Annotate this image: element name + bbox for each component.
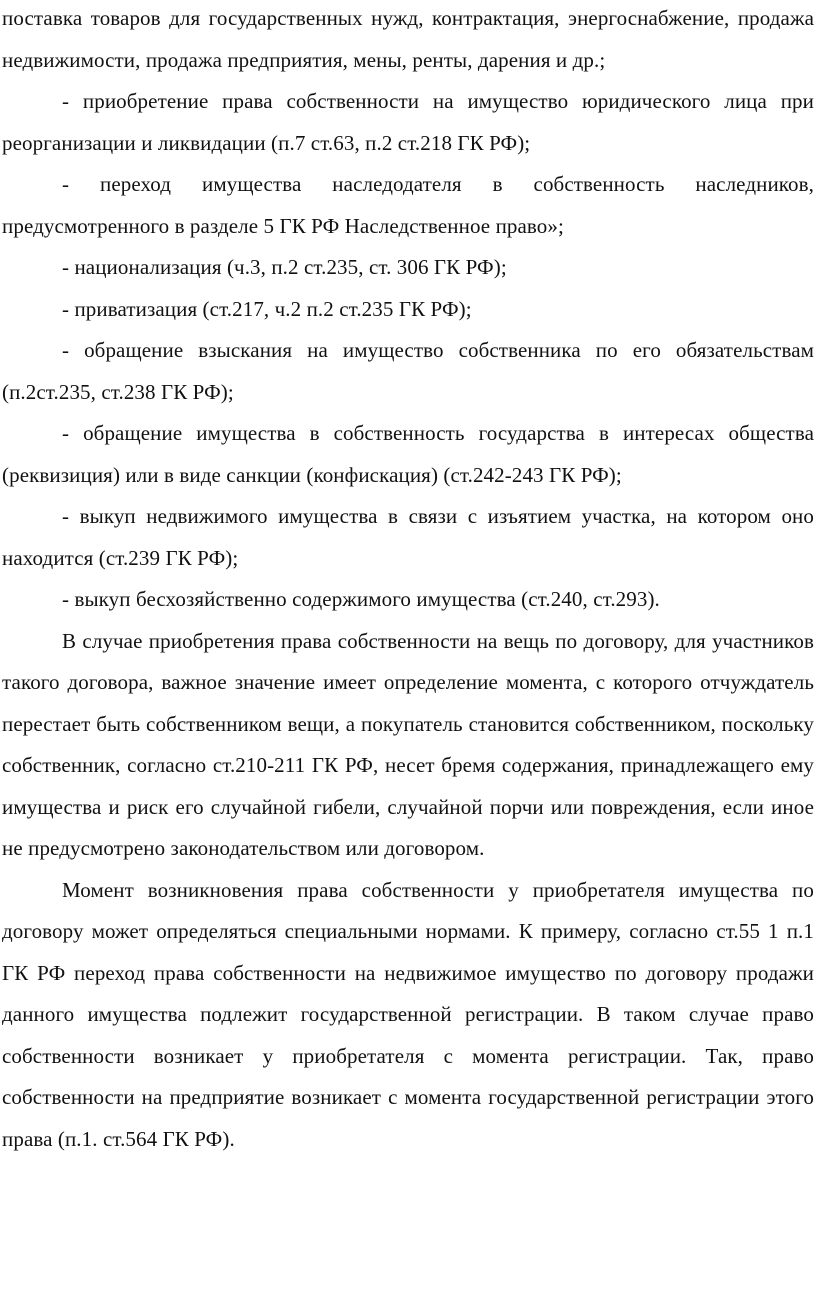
list-item-inheritance: - переход имущества наследодателя в собственность наследников, предусмотренного в разделе 5 ГК РФ Наследственное право»; xyxy=(2,172,814,238)
list-item-redemption-mismanaged: - выкуп бесхозяйственно содержимого имущества (ст.240, ст.293). xyxy=(62,587,660,611)
paragraph-moment-of-ownership: Момент возникновения права собственности у приобретателя имущества по договору может определяться специальными нормами. К примеру, согласно ст.55 1 п.1 ГК РФ переход права собственности на недвижимое имущество по договору продажи данного имущества подлежит государственной регистрации. В таком случае право собственности возникает у приобретателя с момента регистрации. Так, право собственности на предприятие возникает с момента государственной регистрации этого права (п.1. ст.564 ГК РФ). xyxy=(2,877,814,1151)
list-item-foreclosure: - обращение взыскания на имущество собственника по его обязательствам (п.2ст.235, ст.238 ГК РФ); xyxy=(2,338,814,404)
list-item-nationalization: - национализация (ч.3, п.2 ст.235, ст. 306 ГК РФ); xyxy=(62,255,507,279)
list-item-reorganization: - приобретение права собственности на имущество юридического лица при реорганизации и ликвидации (п.7 ст.63, п.2 ст.218 ГК РФ); xyxy=(2,89,814,155)
paragraph-continuation: поставка товаров для государственных нужд, контрактация, энергоснабжение, продажа недвижимости, продажа предприятия, мены, ренты, дарения и др.; xyxy=(2,6,814,72)
paragraph-contract-acquisition: В случае приобретения права собственности на вещь по договору, для участников такого договора, важное значение имеет определение момента, с которого отчуждатель перестает быть собственником вещи, а покупатель становится собственником, поскольку собственник, согласно ст.210-211 ГК РФ, несет бремя содержания, принадлежащего ему имущества и риск его случайной гибели, случайной порчи или повреждения, если иное не предусмотрено законодательством или договором. xyxy=(2,628,814,860)
list-item-redemption-land: - выкуп недвижимого имущества в связи с изъятием участка, на котором оно находится (ст.239 ГК РФ); xyxy=(2,504,814,570)
list-item-privatization: - приватизация (ст.217, ч.2 п.2 ст.235 ГК РФ); xyxy=(62,296,472,321)
list-item-requisition: - обращение имущества в собственность государства в интересах общества (реквизиция) или в виде санкции (конфискация) (ст.242-243 ГК РФ); xyxy=(2,421,814,487)
